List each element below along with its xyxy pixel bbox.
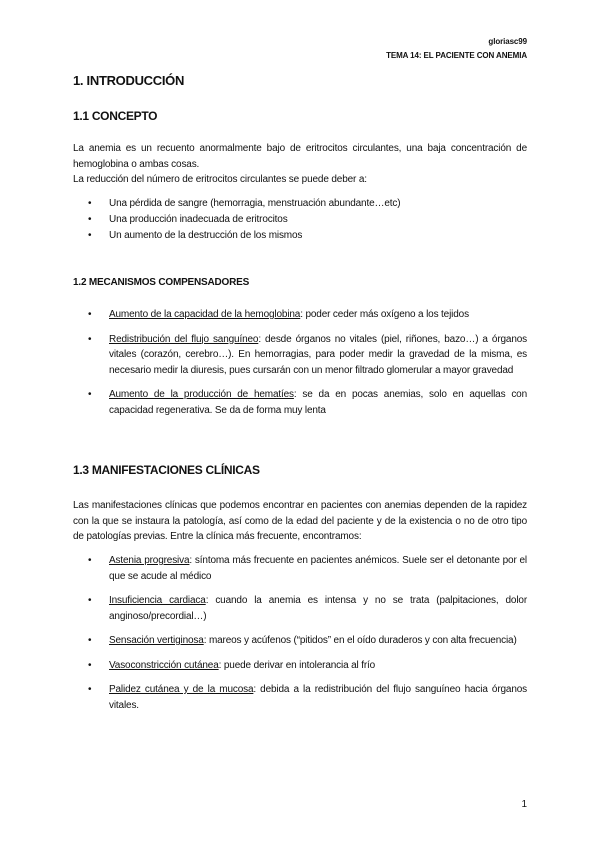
subsection-title-manifestaciones: 1.3 MANIFESTACIONES CLÍNICAS — [73, 463, 260, 477]
section-title-introduccion: 1. INTRODUCCIÓN — [73, 73, 185, 88]
manifestaciones-intro: Las manifestaciones clínicas que podemos encontrar en pacientes con anemias dependen de la rapidez con la que se instaura la patología, así como de la edad del paciente y de la existencia o no de otro tipo de patologías previas. Entre la clínica más frecuente, encontramos: — [73, 500, 527, 542]
list-item — [73, 307, 527, 323]
list-item — [73, 633, 527, 649]
list-item-text: : poder ceder más oxígeno a los tejidos — [300, 309, 469, 320]
manifestaciones-bullet-list — [73, 553, 527, 722]
header-author: gloriasc99 — [488, 37, 527, 46]
list-item-term: Sensación vertiginosa — [109, 635, 204, 646]
list-item — [73, 553, 527, 584]
list-item-term: Vasoconstricción cutánea — [109, 659, 219, 671]
list-item-text: : desde órganos no vitales (piel, riñones, bazo…) a órganos vitales (corazón, cerebro…). En hemorragias, para poder medir la gravedad de la misma, es necesario medir la diuresis, pues cursarán con un menor filtrado glomerular a mayor gravedad — [109, 333, 527, 376]
list-item: • Una producción inadecuada de eritrocitos — [73, 212, 527, 228]
list-item — [73, 332, 527, 379]
list-item-text: : mareos y acúfenos (“pitidos” en el oído duraderos y con alta frecuencia) — [203, 635, 517, 646]
concepto-causes-intro: La reducción del número de eritrocitos circulantes se puede deber a: — [73, 174, 367, 185]
list-item-term: Aumento de la producción de hematíes — [109, 389, 294, 400]
list-item-term: Astenia progresiva — [109, 555, 190, 566]
list-item-text: : síntoma más frecuente en pacientes anémicos. Suele ser el detonante por el que se acude al médico — [109, 555, 528, 582]
list-item-text: : se da en pocas anemias, solo en aquellas con capacidad regenerativa. Se da de forma muy lenta — [109, 389, 527, 416]
concepto-paragraph — [73, 141, 527, 188]
list-item — [73, 593, 527, 624]
list-item-text: : cuando la anemia es intensa y no se trata (palpitaciones, dolor anginoso/precordial…) — [109, 595, 527, 622]
list-item-term: Redistribución del flujo sanguíneo — [109, 333, 259, 345]
list-item — [73, 682, 527, 713]
concepto-definition: La anemia es un recuento anormalmente bajo de eritrocitos circulantes, una baja concentración de hemoglobina o ambas cosas. — [73, 143, 527, 170]
list-item-term: Palidez cutánea y de la mucosa — [109, 684, 254, 695]
page-number: 1 — [521, 799, 527, 810]
list-item-term: Aumento de la capacidad de la hemoglobina — [109, 309, 301, 320]
list-item-text: : puede derivar en intolerancia al frío — [218, 659, 376, 671]
header-topic: TEMA 14: EL PACIENTE CON ANEMIA — [386, 51, 527, 60]
subsection-title-concepto: 1.1 CONCEPTO — [73, 109, 158, 123]
subsection-title-mecanismos: 1.2 MECANISMOS COMPENSADORES — [73, 277, 250, 288]
list-item-term: Insuficiencia cardiaca — [109, 595, 206, 606]
mecanismos-bullet-list — [73, 307, 527, 427]
list-item: • Una pérdida de sangre (hemorragia, menstruación abundante…etc) — [73, 196, 527, 212]
list-item — [73, 387, 527, 418]
list-item — [73, 658, 527, 674]
list-item-text: : debida a la redistribución del flujo sanguíneo hacia órganos vitales. — [109, 684, 527, 711]
list-item: • Un aumento de la destrucción de los mismos — [73, 228, 527, 244]
concepto-bullet-list — [73, 196, 527, 244]
